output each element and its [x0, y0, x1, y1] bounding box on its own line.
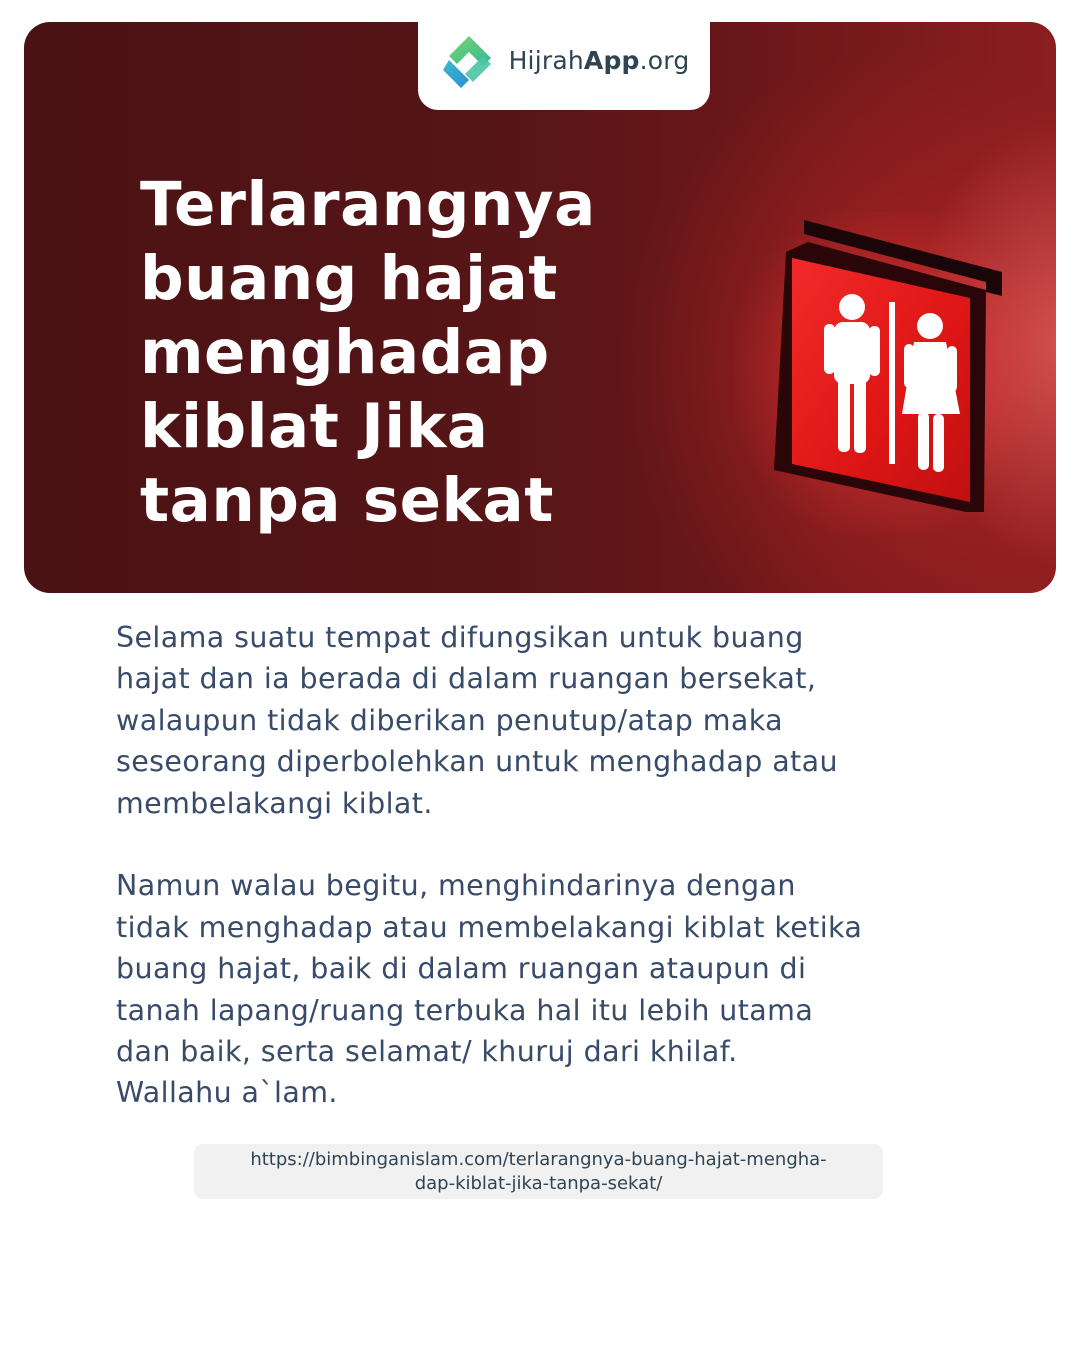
paragraph-1: Selama suatu tempat difungsikan untuk buang hajat dan ia berada di dalam ruangan bersekat, walaupun tidak diberikan penutup/atap maka seseorang diperbolehkan untuk menghadap atau membelakangi kiblat.	[116, 621, 838, 820]
brand-logo[interactable]	[418, 22, 710, 110]
page-title: Terlarangnya buang hajat menghadap kiblat Jika tanpa sekat	[140, 169, 596, 536]
brand-name-part2: App	[583, 45, 640, 75]
restroom-sign-icon	[734, 212, 1034, 532]
paragraph-2: Namun walau begitu, menghindarinya dengan tidak menghadap atau membelakangi kiblat ketika buang hajat, baik di dalam ruangan ataupun di tanah lapang/ruang terbuka hal itu lebih utama dan baik, serta selamat/ khuruj dari khilaf. Wallahu a`lam.	[116, 869, 863, 1110]
brand-name-part1: Hijrah	[508, 45, 584, 75]
brand-wordmark	[509, 46, 690, 75]
hijrahapp-logo-icon	[439, 30, 499, 94]
source-link[interactable]: https://bimbinganislam.com/terlarangnya-buang-hajat-mengha- dap-kiblat-jika-tanpa-sekat/	[194, 1144, 883, 1199]
brand-name-part3: .org	[639, 45, 690, 75]
hero-card	[24, 22, 1056, 593]
article-body	[116, 617, 976, 1114]
